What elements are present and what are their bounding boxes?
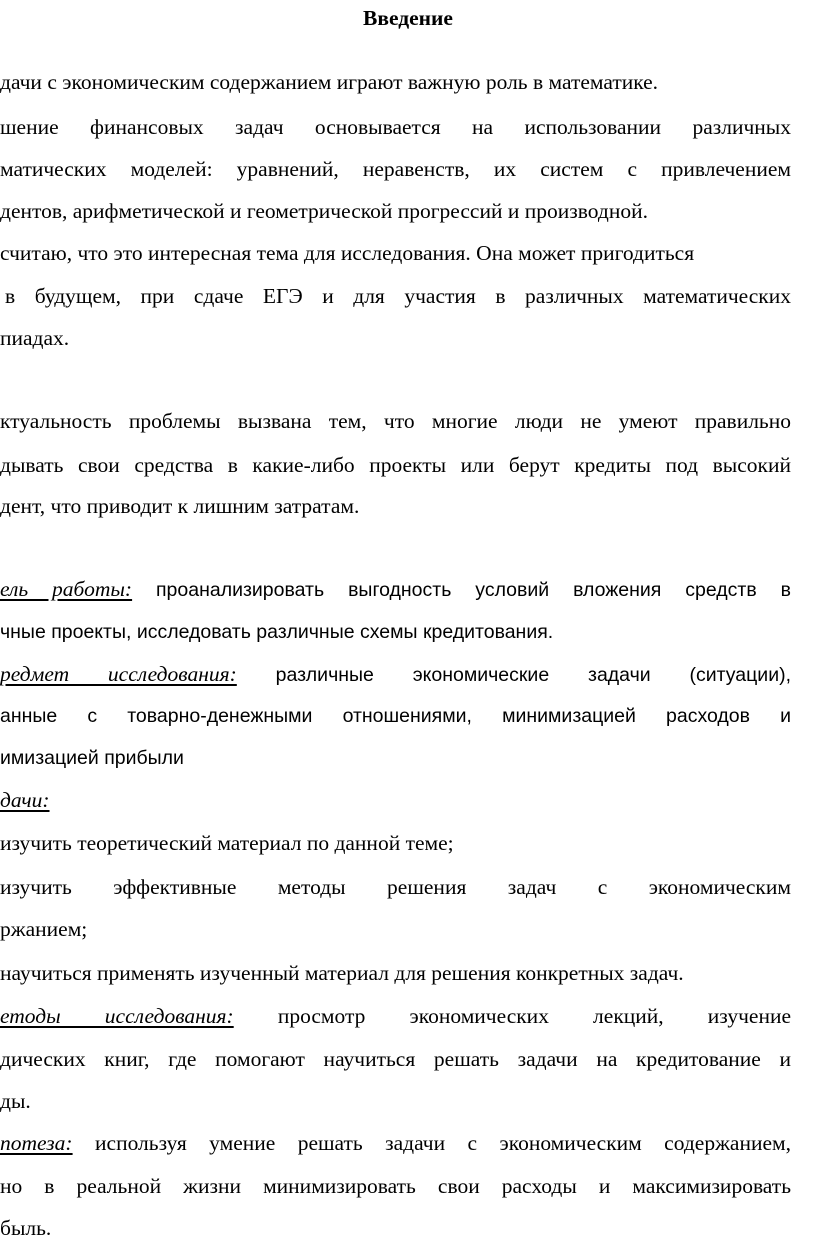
task-item-2-cont: ржанием;: [0, 917, 88, 941]
goal-line-1: [0, 576, 791, 603]
intro-line-5: считаю, что это интересная тема для исследования. Она может пригодиться: [0, 241, 695, 265]
tasks-heading: [0, 787, 791, 813]
goal-line-2: чные проекты, исследовать различные схемы кредитования.: [0, 621, 554, 643]
relevance-line-3: дент, что приводит к лишним затратам.: [0, 494, 360, 518]
methods-text: просмотр экономических лекций, изучение: [277, 1004, 791, 1028]
hypothesis-line-2: но в реальной жизни минимизировать свои расходы и максимизировать: [0, 1174, 791, 1198]
methods-line-2: дических книг, где помогают научиться решать задачи на кредитование и: [0, 1047, 791, 1071]
subject-line-3: имизацией прибыли: [0, 747, 184, 769]
goal-label: ель работы:: [0, 577, 133, 601]
subject-text: различные экономические задачи (ситуации),: [275, 664, 791, 686]
subject-line-1: [0, 661, 791, 688]
subject-line-2: анные с товарно-денежными отношениями, минимизацией расходов и: [0, 705, 791, 727]
task-item-2: изучить эффективные методы решения задач с экономическим: [0, 875, 791, 899]
tasks-label: дачи:: [0, 788, 50, 812]
hypothesis-line-1: [0, 1130, 791, 1156]
intro-line-7: пиадах.: [0, 326, 70, 350]
methods-line-3: ды.: [0, 1089, 31, 1113]
intro-line-6: в будущем, при сдаче ЕГЭ и для участия в различных математических: [5, 284, 791, 308]
intro-line-3: матических моделей: уравнений, неравенств, их систем с привлечением: [0, 157, 791, 181]
page-title: Введение: [363, 6, 453, 30]
hypothesis-label: потеза:: [0, 1131, 73, 1155]
subject-label: редмет исследования:: [0, 662, 237, 686]
intro-line-1: дачи с экономическим содержанием играют важную роль в математике.: [0, 70, 659, 94]
goal-text: проанализировать выгодность условий вложения средств в: [155, 579, 791, 601]
intro-line-4: дентов, арифметической и геометрической прогрессий и производной.: [0, 199, 648, 223]
relevance-line-2: дывать свои средства в какие-либо проекты или берут кредиты под высокий: [0, 453, 791, 477]
task-item-3: научиться применять изученный материал для решения конкретных задач.: [0, 961, 684, 985]
hypothesis-text: используя умение решать задачи с экономическим содержанием,: [95, 1131, 792, 1155]
task-item-1: изучить теоретический материал по данной теме;: [0, 831, 454, 855]
relevance-line-1: ктуальность проблемы вызвана тем, что многие люди не умеют правильно: [0, 409, 791, 433]
intro-line-2: шение финансовых задач основывается на использовании различных: [0, 115, 791, 139]
hypothesis-line-3: быль.: [0, 1216, 52, 1240]
methods-line-1: [0, 1003, 791, 1029]
methods-label: етоды исследования:: [0, 1004, 234, 1028]
